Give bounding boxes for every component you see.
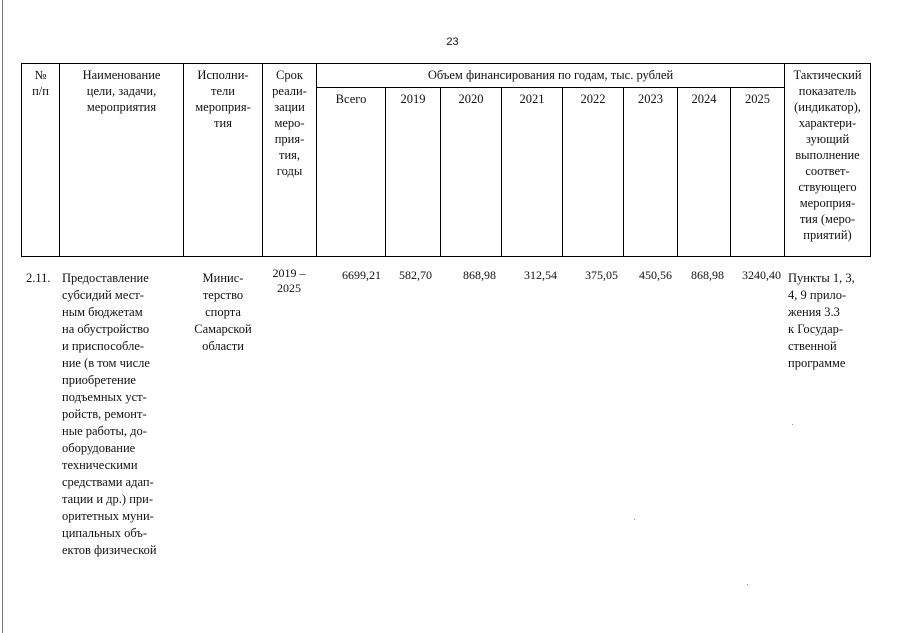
text-line: Наименование bbox=[82, 68, 161, 82]
text-line: на обустройство bbox=[62, 322, 150, 336]
text-line: прия- bbox=[274, 132, 305, 146]
row-term bbox=[264, 266, 314, 296]
text-line: 2019 – bbox=[272, 266, 306, 280]
header-financing: Объем финансирования по годам, тыс. рублей bbox=[317, 64, 785, 88]
header-name bbox=[60, 64, 184, 257]
scan-speck bbox=[634, 519, 635, 520]
text-line: техническими bbox=[62, 458, 138, 472]
header-year-2020: 2020 bbox=[441, 88, 502, 257]
text-line: мероприятия bbox=[86, 100, 157, 114]
text-line: № bbox=[34, 68, 47, 82]
text-line: мероприя- bbox=[799, 196, 856, 210]
text-line: 2025 bbox=[277, 281, 301, 295]
text-line: тации и др.) при- bbox=[62, 492, 153, 506]
text-line: Предоставление bbox=[62, 271, 149, 285]
text-line: ройств, ремонт- bbox=[62, 407, 147, 421]
header-year-2019: 2019 bbox=[386, 88, 441, 257]
row-number: 2.11. bbox=[26, 271, 51, 285]
text-line: области bbox=[202, 339, 244, 353]
text-line: жения 3.3 bbox=[788, 305, 840, 319]
text-line: ципальных объ- bbox=[62, 526, 148, 540]
text-line: ные работы, до- bbox=[62, 424, 147, 438]
text-line: приобретение bbox=[62, 373, 136, 387]
text-line: ным бюджетам bbox=[62, 305, 143, 319]
text-line: зующий bbox=[805, 132, 850, 146]
header-year-2023: 2023 bbox=[624, 88, 678, 257]
row-name bbox=[62, 270, 180, 559]
text-line: ствующего bbox=[798, 180, 857, 194]
header-year-2021: 2021 bbox=[502, 88, 563, 257]
text-line: реали- bbox=[272, 84, 307, 98]
header-term bbox=[263, 64, 317, 257]
page-number: 23 bbox=[446, 36, 459, 48]
text-line: п/п bbox=[32, 84, 49, 98]
text-line: Срок bbox=[276, 68, 303, 82]
text-line: Тактический bbox=[793, 68, 862, 82]
text-line: 4, 9 прило- bbox=[788, 288, 847, 302]
scan-speck bbox=[792, 424, 793, 425]
row-indicator bbox=[788, 270, 870, 372]
text-line: тели bbox=[211, 84, 235, 98]
text-line: тия bbox=[214, 116, 232, 130]
value-2024: 868,98 bbox=[691, 268, 724, 282]
text-line: зации bbox=[274, 100, 305, 114]
text-line: соответ- bbox=[805, 164, 850, 178]
text-line: (индикатор), bbox=[794, 100, 861, 114]
text-line: Исполни- bbox=[197, 68, 249, 82]
text-line: годы bbox=[276, 164, 303, 178]
text-line: терство bbox=[202, 288, 244, 302]
text-line: цели, задачи, bbox=[86, 84, 157, 98]
page-edge-line bbox=[2, 0, 3, 633]
text-line: программе bbox=[788, 356, 846, 370]
header-year-total: Всего bbox=[317, 88, 386, 257]
text-line: Минис- bbox=[202, 271, 244, 285]
value-2023: 450,56 bbox=[639, 268, 672, 282]
text-line: подъемных уст- bbox=[62, 390, 147, 404]
text-line: Самарской bbox=[194, 322, 252, 336]
text-line: средствами адап- bbox=[62, 475, 154, 489]
value-2020: 868,98 bbox=[463, 268, 496, 282]
value-2019: 582,70 bbox=[399, 268, 432, 282]
text-line: характери- bbox=[798, 116, 857, 130]
text-line: выполнение bbox=[795, 148, 860, 162]
text-line: Пункты 1, 3, bbox=[788, 271, 855, 285]
header-year-2025: 2025 bbox=[731, 88, 785, 257]
text-line: к Государ- bbox=[788, 322, 844, 336]
text-line: ственной bbox=[788, 339, 837, 353]
text-line: мероприя- bbox=[195, 100, 251, 114]
header-executor bbox=[184, 64, 263, 257]
text-line: субсидий мест- bbox=[62, 288, 144, 302]
text-line: тия, bbox=[278, 148, 301, 162]
text-line: меро- bbox=[274, 116, 305, 130]
row-executor bbox=[185, 270, 261, 355]
header-year-2024: 2024 bbox=[678, 88, 731, 257]
text-line: и приспособле- bbox=[62, 339, 145, 353]
value-2021: 312,54 bbox=[524, 268, 557, 282]
text-line: приятий) bbox=[803, 228, 852, 242]
text-line: ектов физической bbox=[62, 543, 157, 557]
value-2025: 3240,40 bbox=[742, 268, 781, 282]
text-line: тия (меро- bbox=[799, 212, 856, 226]
text-line: оритетных муни- bbox=[62, 509, 154, 523]
scan-speck bbox=[747, 584, 748, 585]
text-line: показатель bbox=[798, 84, 857, 98]
text-line: спорта bbox=[205, 305, 241, 319]
value-total: 6699,21 bbox=[342, 268, 381, 282]
text-line: оборудование bbox=[62, 441, 136, 455]
header-year-2022: 2022 bbox=[563, 88, 624, 257]
text-line: ние (в том числе bbox=[62, 356, 150, 370]
header-indicator bbox=[785, 64, 871, 257]
financing-table bbox=[21, 63, 871, 257]
header-num bbox=[22, 64, 60, 257]
value-2022: 375,05 bbox=[585, 268, 618, 282]
